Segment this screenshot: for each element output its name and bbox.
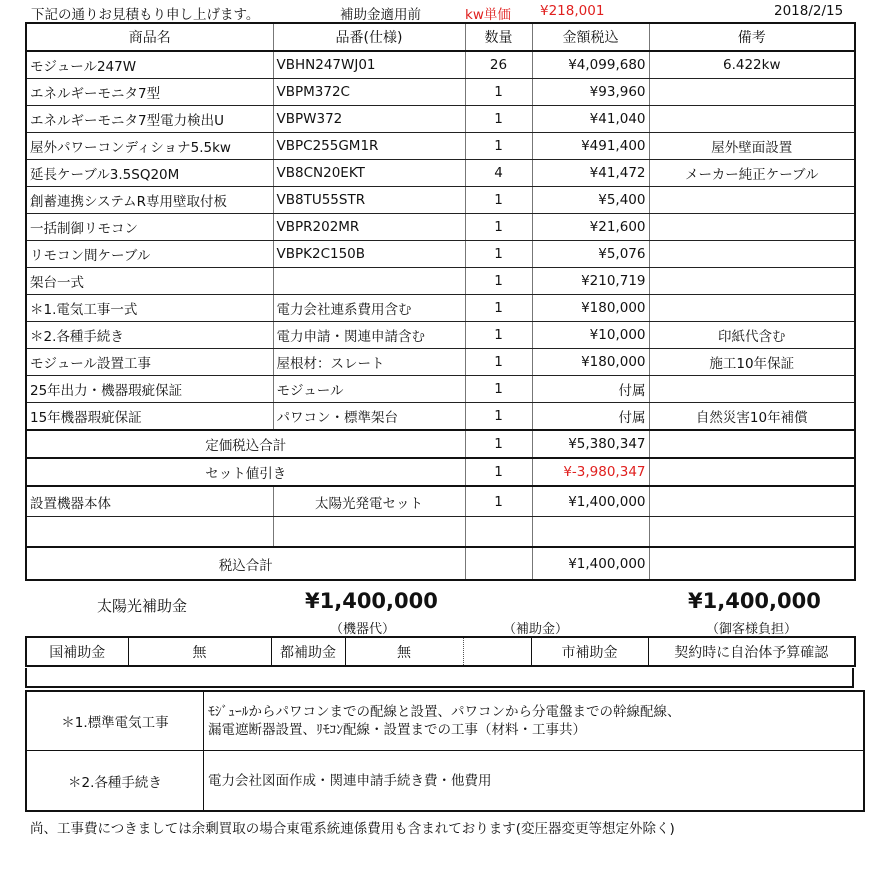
- column-header-qty: 数量: [465, 23, 532, 51]
- item-spec: VB8CN20EKT: [273, 160, 465, 187]
- item-amount: ¥210,719: [532, 268, 649, 295]
- note-label: ＊2.各種手続き: [26, 751, 204, 812]
- subsidy-note: （補助金）: [503, 622, 569, 637]
- footer-note: 尚、工事費につきましては余剰買取の場合東電系統連係費用も含まれております(変圧器変更等想定外除く): [30, 821, 675, 837]
- item-name: 延長ケーブル3.5SQ20M: [26, 160, 273, 187]
- grand-total-row: [26, 547, 855, 580]
- item-amount: ¥10,000: [532, 322, 649, 349]
- item-spec: 電力会社連系費用含む: [273, 295, 465, 322]
- set-discount-label: セット値引き: [26, 458, 465, 486]
- item-qty: 1: [465, 106, 532, 133]
- note-line: 漏電遮断器設置、ﾘﾓｺﾝ配線・設置までの工事（材料・工事共）: [208, 722, 586, 738]
- column-header-name: 商品名: [26, 23, 273, 51]
- empty-cell: [649, 517, 855, 548]
- estimate-greeting: 下記の通りお見積もり申し上げます。: [31, 7, 260, 23]
- item-spec: VBPM372C: [273, 79, 465, 106]
- list-total-qty: 1: [465, 430, 532, 458]
- set-discount-row: [26, 458, 855, 486]
- subsidy-blank-cell: [463, 637, 531, 666]
- item-note: [649, 241, 855, 268]
- note-label: ＊1.標準電気工事: [26, 691, 204, 751]
- subsidy-spacer-row: [25, 668, 854, 688]
- national-subsidy-label: 国補助金: [26, 637, 128, 666]
- item-note: 施工10年保証: [649, 349, 855, 376]
- item-amount: ¥41,472: [532, 160, 649, 187]
- item-qty: 26: [465, 51, 532, 79]
- item-note: [649, 376, 855, 403]
- item-spec: [273, 268, 465, 295]
- item-note: [649, 106, 855, 133]
- item-name: 屋外パワーコンディショナ5.5kw: [26, 133, 273, 160]
- item-qty: 1: [465, 133, 532, 160]
- empty-cell: [532, 517, 649, 548]
- item-amount: 付属: [532, 376, 649, 403]
- table-row: [26, 376, 855, 403]
- city-subsidy-label: 市補助金: [531, 637, 648, 666]
- note-text: [204, 751, 865, 812]
- table-row: [26, 403, 855, 431]
- grand-total-note: [649, 547, 855, 580]
- item-qty: 1: [465, 241, 532, 268]
- item-amount: ¥5,076: [532, 241, 649, 268]
- item-amount: ¥5,400: [532, 187, 649, 214]
- item-spec: 電力申請・関連申請含む: [273, 322, 465, 349]
- item-name: エネルギーモニタ7型電力検出U: [26, 106, 273, 133]
- item-qty: 1: [465, 349, 532, 376]
- item-spec: VBPK2C150B: [273, 241, 465, 268]
- table-row: [26, 79, 855, 106]
- item-note: メーカー純正ケーブル: [649, 160, 855, 187]
- metro-subsidy-label: 都補助金: [271, 637, 345, 666]
- table-row: [26, 51, 855, 79]
- equipment-spec: 太陽光発電セット: [273, 486, 465, 517]
- equipment-cost-amount: ¥1,400,000: [305, 589, 438, 613]
- item-spec: VBPR202MR: [273, 214, 465, 241]
- set-discount-qty: 1: [465, 458, 532, 486]
- equipment-name: 設置機器本体: [26, 486, 273, 517]
- table-row: [26, 187, 855, 214]
- item-qty: 1: [465, 187, 532, 214]
- item-name: 25年出力・機器瑕疵保証: [26, 376, 273, 403]
- item-note: [649, 214, 855, 241]
- empty-cell: [273, 517, 465, 548]
- item-spec: 屋根材：スレート: [273, 349, 465, 376]
- list-total-amount: ¥5,380,347: [532, 430, 649, 458]
- item-name: リモコン間ケーブル: [26, 241, 273, 268]
- item-note: [649, 79, 855, 106]
- item-note: [649, 295, 855, 322]
- grand-total-label: 税込合計: [26, 547, 465, 580]
- item-name: ＊1.電気工事一式: [26, 295, 273, 322]
- item-amount: ¥93,960: [532, 79, 649, 106]
- set-discount-amount: ¥-3,980,347: [532, 458, 649, 486]
- item-name: ＊2.各種手続き: [26, 322, 273, 349]
- item-note: 屋外壁面設置: [649, 133, 855, 160]
- item-amount: ¥21,600: [532, 214, 649, 241]
- equipment-row: [26, 486, 855, 517]
- item-name: 一括制御リモコン: [26, 214, 273, 241]
- item-spec: パワコン・標準架台: [273, 403, 465, 431]
- empty-row: [26, 517, 855, 548]
- column-header-spec: 品番(仕様): [273, 23, 465, 51]
- item-qty: 1: [465, 79, 532, 106]
- kw-price-label: kw単価: [465, 7, 511, 23]
- item-name: 創蓄連携システムR専用壁取付板: [26, 187, 273, 214]
- note-row: [26, 691, 864, 751]
- item-name: 15年機器瑕疵保証: [26, 403, 273, 431]
- column-header-note: 備考: [649, 23, 855, 51]
- list-total-note: [649, 430, 855, 458]
- item-name: モジュール247W: [26, 51, 273, 79]
- item-note: [649, 187, 855, 214]
- note-line: ﾓｼﾞｭｰﾙからパワコンまでの配線と設置、パワコンから分電盤までの幹線配線、: [208, 704, 681, 720]
- table-row: [26, 349, 855, 376]
- note-row: [26, 751, 864, 812]
- item-amount: ¥4,099,680: [532, 51, 649, 79]
- item-note: [649, 268, 855, 295]
- item-spec: VBPW372: [273, 106, 465, 133]
- customer-burden-note: （御客様負担）: [706, 622, 798, 637]
- customer-burden-amount: ¥1,400,000: [688, 589, 821, 613]
- equipment-note: [649, 486, 855, 517]
- item-amount: ¥180,000: [532, 295, 649, 322]
- item-spec: VB8TU55STR: [273, 187, 465, 214]
- item-amount: ¥41,040: [532, 106, 649, 133]
- empty-cell: [465, 517, 532, 548]
- item-name: モジュール設置工事: [26, 349, 273, 376]
- item-note: 自然災害10年補償: [649, 403, 855, 431]
- grand-total-amount: ¥1,400,000: [532, 547, 649, 580]
- list-total-label: 定価税込合計: [26, 430, 465, 458]
- set-discount-note: [649, 458, 855, 486]
- kw-price-value: ¥218,001: [540, 3, 605, 19]
- table-row: [26, 160, 855, 187]
- item-qty: 4: [465, 160, 532, 187]
- city-subsidy-value: 契約時に自治体予算確認: [648, 637, 855, 666]
- note-text: [204, 691, 865, 751]
- item-spec: VBPC255GM1R: [273, 133, 465, 160]
- item-spec: VBHN247WJ01: [273, 51, 465, 79]
- solar-subsidy-label: 太陽光補助金: [97, 597, 188, 615]
- equipment-qty: 1: [465, 486, 532, 517]
- item-note: 6.422kw: [649, 51, 855, 79]
- subsidy-row: [26, 637, 855, 666]
- item-note: 印紙代含む: [649, 322, 855, 349]
- equipment-amount: ¥1,400,000: [532, 486, 649, 517]
- pre-subsidy-label: 補助金適用前: [340, 7, 421, 23]
- metro-subsidy-value: 無: [345, 637, 463, 666]
- table-row: [26, 268, 855, 295]
- table-row: [26, 106, 855, 133]
- item-qty: 1: [465, 268, 532, 295]
- table-header-row: [26, 23, 855, 51]
- item-qty: 1: [465, 376, 532, 403]
- estimate-table: [25, 22, 856, 581]
- note-line: 電力会社図面作成・関連申請手続き費・他費用: [208, 772, 492, 789]
- table-row: [26, 295, 855, 322]
- item-qty: 1: [465, 403, 532, 431]
- national-subsidy-value: 無: [128, 637, 271, 666]
- item-name: 架台一式: [26, 268, 273, 295]
- equipment-cost-note: （機器代）: [330, 622, 396, 637]
- item-spec: モジュール: [273, 376, 465, 403]
- table-row: [26, 322, 855, 349]
- column-header-amount: 金額税込: [532, 23, 649, 51]
- table-row: [26, 214, 855, 241]
- item-amount: ¥491,400: [532, 133, 649, 160]
- subsidy-table: [25, 636, 856, 667]
- notes-table: [25, 690, 865, 812]
- table-row: [26, 133, 855, 160]
- empty-cell: [26, 517, 273, 548]
- item-qty: 1: [465, 322, 532, 349]
- item-qty: 1: [465, 214, 532, 241]
- grand-total-qty: [465, 547, 532, 580]
- estimate-date: 2018/2/15: [774, 3, 844, 19]
- list-total-row: [26, 430, 855, 458]
- item-qty: 1: [465, 295, 532, 322]
- item-amount: ¥180,000: [532, 349, 649, 376]
- table-row: [26, 241, 855, 268]
- item-name: エネルギーモニタ7型: [26, 79, 273, 106]
- item-amount: 付属: [532, 403, 649, 431]
